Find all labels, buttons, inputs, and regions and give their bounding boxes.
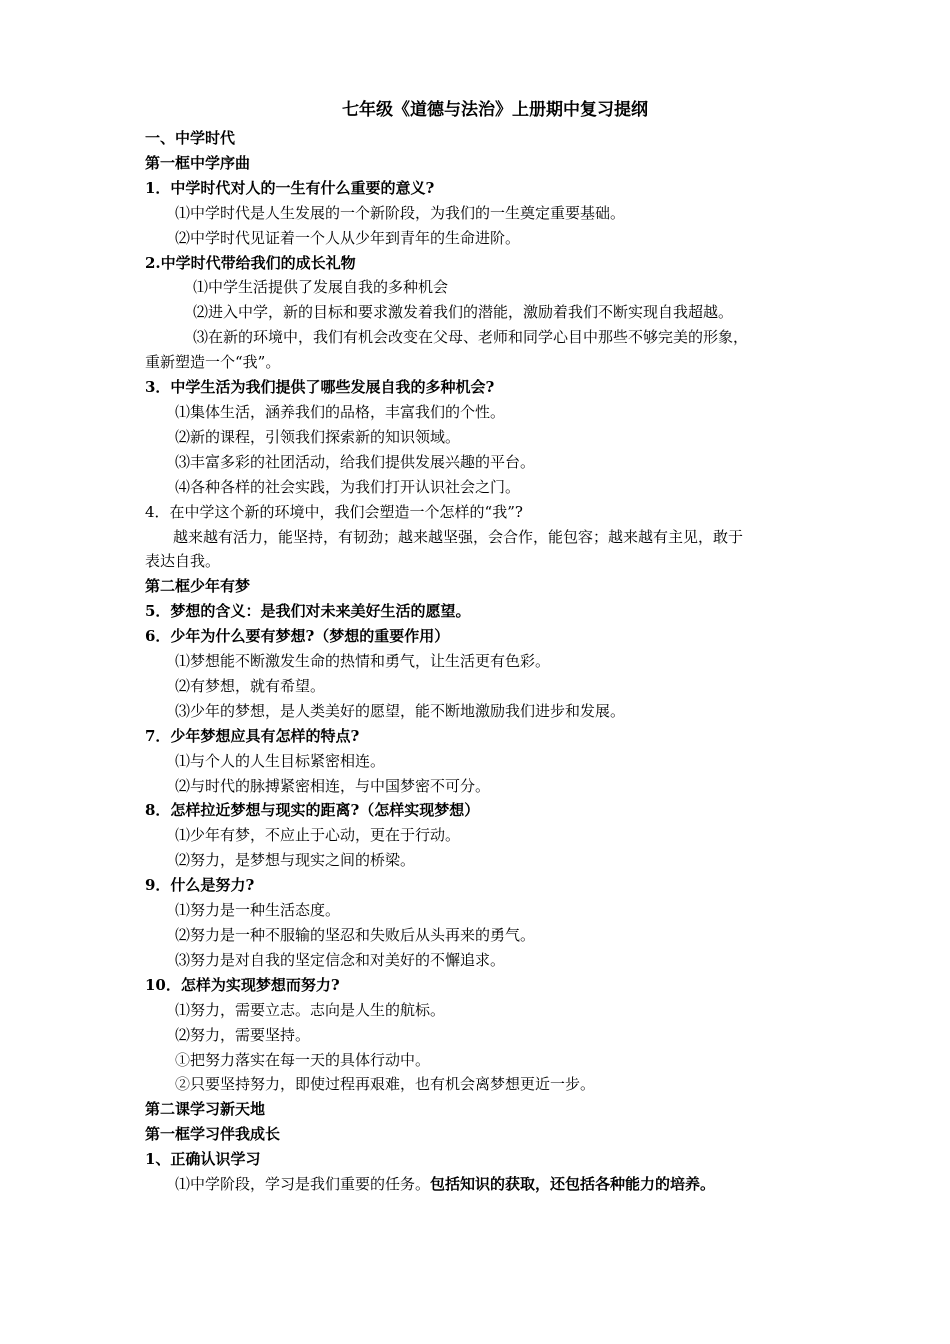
text-line: ⑵新的课程，引领我们探索新的知识领域。 [175,427,461,446]
text-line: 4．在中学这个新的环境中，我们会塑造一个怎样的“我”? [145,502,523,521]
text-line: ⑶丰富多彩的社团活动，给我们提供发展兴趣的平台。 [175,452,536,471]
heading-line: 1．中学时代对人的一生有什么重要的意义? [145,178,435,197]
text-line: ⑴努力，需要立志。志向是人生的航标。 [175,1000,446,1019]
text-line: ⑶少年的梦想，是人类美好的愿望，能不断地激励我们进步和发展。 [175,701,626,720]
heading-line: 2.中学时代带给我们的成长礼物 [145,253,356,272]
text-line: ⑵努力是一种不服输的坚忍和失败后从头再来的勇气。 [175,926,536,944]
text-line: 重新塑造一个“我”。 [145,353,281,372]
document-title: 七年级《道德与法治》上册期中复习提纲 [342,100,648,120]
text-line: ②只要坚持努力，即使过程再艰难，也有机会离梦想更近一步。 [175,1075,596,1094]
text-line: ⑶在新的环境中，我们有机会改变在父母、老师和同学心目中那些不够完美的形象， [193,328,749,347]
text-line: ⑴中学生活提供了发展自我的多种机会 [193,278,449,297]
text-line: ⑴少年有梦，不应止于心动，更在于行动。 [175,826,461,845]
heading-line: 第一框中学序曲 [145,153,251,172]
text-line: ⑶努力是对自我的坚定信念和对美好的不懈追求。 [175,950,506,969]
document-page [145,98,825,1197]
text-line: ⑴集体生活，涵养我们的品格，丰富我们的个性。 [175,402,506,421]
text-line: ⑵努力，需要坚持。 [175,1025,311,1044]
heading-line: 3．中学生活为我们提供了哪些发展自我的多种机会? [145,378,495,397]
text-line [145,1172,825,1197]
heading-line: 第一框学习伴我成长 [145,1125,281,1144]
text-line: ⑷各种各样的社会实践，为我们打开认识社会之门。 [175,477,521,496]
text-line: ⑴与个人的人生目标紧密相连。 [175,751,386,770]
heading-line: 第二框少年有梦 [145,577,251,596]
text-line: 表达自我。 [145,552,221,571]
heading-line: 5．梦想的含义：是我们对未来美好生活的愿望。 [145,602,471,621]
document-body [145,126,825,1172]
text-emphasis: 包括知识的获取，还包括各种能力的培养。 [430,1175,716,1194]
text-line: ⑵与时代的脉搏紧密相连，与中国梦密不可分。 [175,776,491,795]
text-line: ⑴中学时代是人生发展的一个新阶段，为我们的一生奠定重要基础。 [175,203,626,222]
heading-line: 10．怎样为实现梦想而努力? [145,975,340,994]
text-line: ①把努力落实在每一天的具体行动中。 [175,1050,431,1069]
text-line: ⑵努力，是梦想与现实之间的桥梁。 [175,851,416,870]
text-line: ⑵中学时代见证着一个人从少年到青年的生命进阶。 [175,228,521,247]
text-line: ⑴梦想能不断激发生命的热情和勇气，让生活更有色彩。 [175,652,551,671]
heading-line: 1、正确认识学习 [145,1150,261,1169]
text-line: ⑵进入中学，新的目标和要求激发着我们的潜能，激励着我们不断实现自我超越。 [193,303,734,322]
text-normal: ⑴中学阶段，学习是我们重要的任务。 [175,1175,431,1194]
heading-line: 一、中学时代 [145,129,236,147]
text-line: ⑴努力是一种生活态度。 [175,901,341,920]
heading-line: 8．怎样拉近梦想与现实的距离?（怎样实现梦想） [145,801,480,820]
heading-line: 7．少年梦想应具有怎样的特点? [145,726,360,745]
heading-line: 6．少年为什么要有梦想?（梦想的重要作用） [145,627,450,646]
heading-line: 第二课学习新天地 [145,1100,266,1119]
heading-line: 9．什么是努力? [145,876,255,895]
text-line: ⑵有梦想，就有希望。 [175,676,326,695]
text-line: 越来越有活力，能坚持，有韧劲；越来越坚强，会合作，能包容；越来越有主见，敢于 [173,527,744,546]
